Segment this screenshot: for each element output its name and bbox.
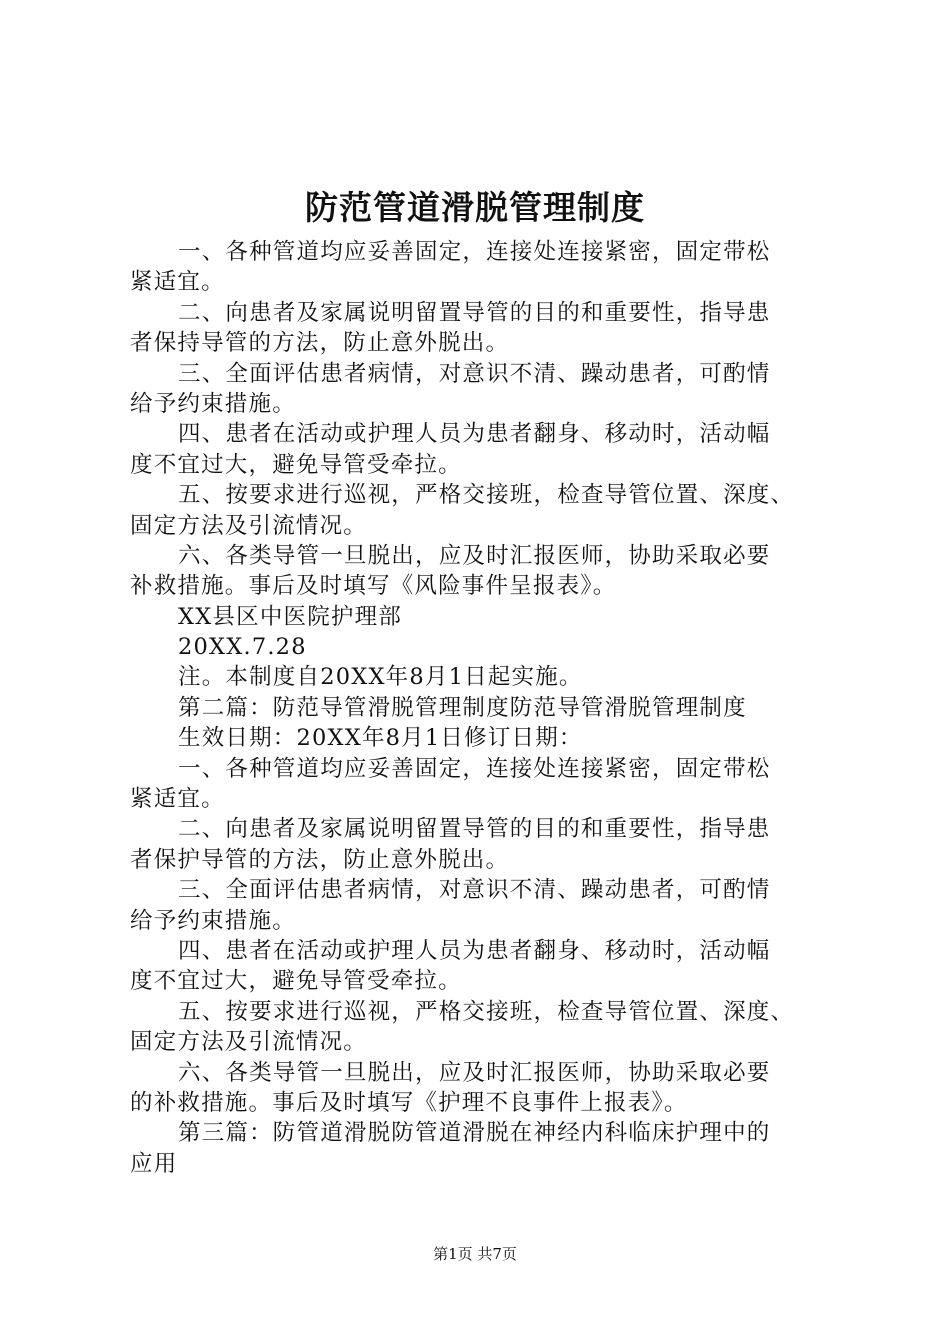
body-line: 补救措施。事后及时填写《风险事件呈报表》。 [130, 573, 617, 600]
body-line: 五、按要求进行巡视，严格交接班，检查导管位置、深度、 [178, 482, 795, 509]
document-body [130, 237, 842, 1179]
body-line: 的补救措施。事后及时填写《护理不良事件上报表》。 [130, 1089, 688, 1116]
document-title: 防范管道滑脱管理制度 [305, 188, 645, 227]
body-line: 者保护导管的方法，防止意外脱出。 [130, 846, 510, 873]
body-line: 五、按要求进行巡视，严格交接班，检查导管位置、深度、 [178, 998, 795, 1025]
body-line: 20XX.7.28 [178, 634, 307, 661]
body-line: 者保持导管的方法，防止意外脱出。 [130, 330, 510, 357]
body-line: 二、向患者及家属说明留置导管的目的和重要性，指导患 [178, 299, 771, 326]
body-line: 六、各类导管一旦脱出，应及时汇报医师，协助采取必要 [178, 1059, 771, 1086]
body-line: 固定方法及引流情况。 [130, 1029, 368, 1056]
body-line: 度不宜过大，避免导管受牵拉。 [130, 968, 462, 995]
body-line: 固定方法及引流情况。 [130, 512, 368, 539]
body-line: 度不宜过大，避免导管受牵拉。 [130, 451, 462, 478]
body-line: 四、患者在活动或护理人员为患者翻身、移动时，活动幅 [178, 937, 771, 964]
body-line: XX县区中医院护理部 [178, 603, 403, 630]
body-line: 紧适宜。 [130, 786, 225, 813]
page-footer: 第1页 共7页 [433, 1245, 517, 1263]
body-line: 三、全面评估患者病情，对意识不清、躁动患者，可酌情 [178, 877, 771, 904]
body-line: 应用 [130, 1150, 178, 1177]
body-line: 一、各种管道均应妥善固定，连接处连接紧密，固定带松 [178, 239, 771, 265]
body-line: 给予约束措施。 [130, 907, 296, 934]
body-line: 紧适宜。 [130, 269, 225, 296]
body-line: 三、全面评估患者病情，对意识不清、躁动患者，可酌情 [178, 360, 771, 387]
body-line: 四、患者在活动或护理人员为患者翻身、移动时，活动幅 [178, 421, 771, 448]
body-line: 生效日期：20XX年8月1日修订日期： [178, 725, 583, 752]
body-line: 第三篇：防管道滑脱防管道滑脱在神经内科临床护理中的 [178, 1120, 771, 1147]
body-line: 一、各种管道均应妥善固定，连接处连接紧密，固定带松 [178, 755, 771, 782]
body-line: 给予约束措施。 [130, 390, 296, 417]
body-line: 二、向患者及家属说明留置导管的目的和重要性，指导患 [178, 816, 771, 843]
body-line: 注。本制度自20XX年8月1日起实施。 [178, 664, 583, 691]
body-line: 第二篇：防范导管滑脱管理制度防范导管滑脱管理制度 [178, 694, 747, 721]
body-line: 六、各类导管一旦脱出，应及时汇报医师，协助采取必要 [178, 542, 771, 569]
